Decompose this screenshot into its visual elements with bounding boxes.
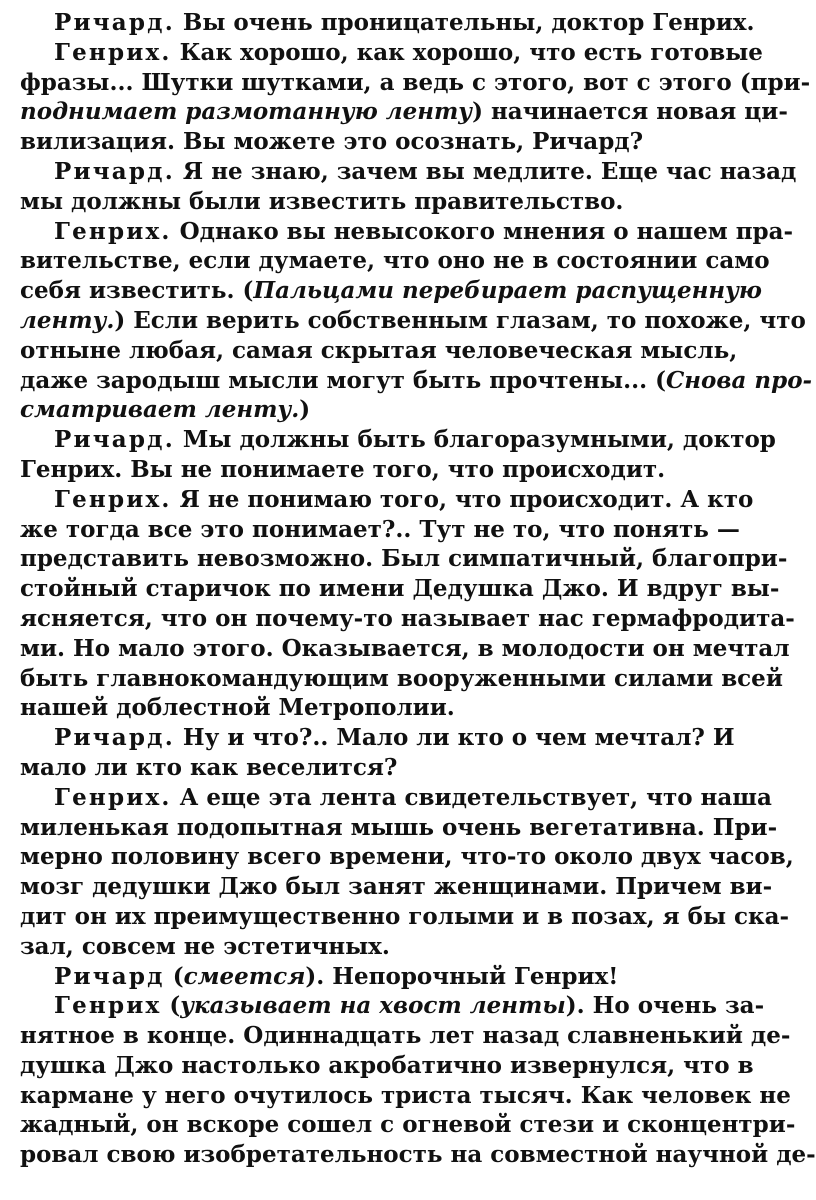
speaker-name: Ричард. xyxy=(54,426,175,454)
line-text: ). Непорочный Генрих! xyxy=(305,962,619,990)
line-text: мало ли кто как веселится? xyxy=(20,753,398,781)
line-text: ). Но очень за- xyxy=(565,992,765,1020)
stage-direction: поднимает размотанную ленту xyxy=(20,98,473,126)
text-line xyxy=(20,515,740,545)
text-line xyxy=(20,1110,796,1140)
text-line xyxy=(20,753,723,783)
line-text: фразы... Шутки шутками, а ведь с этого, вот с этого (при- xyxy=(20,68,811,96)
line-text: душка Джо настолько акробатично извернулся, что в xyxy=(20,1051,754,1079)
text-line xyxy=(20,366,813,396)
line-text: мозг дедушки Джо был занят женщинами. Причем ви- xyxy=(20,873,773,901)
text-line xyxy=(20,604,795,634)
text-line xyxy=(20,932,723,962)
line-text: ( xyxy=(164,962,184,990)
line-text: мерно половину всего времени, что-то около двух часов, xyxy=(20,843,794,871)
stage-direction: Пальцами перебирает распущенную xyxy=(253,277,762,305)
text-line xyxy=(20,187,723,217)
line-text: Однако вы невысокого мнения о нашем пра- xyxy=(171,217,794,245)
line-text: зал, совсем не эстетичных. xyxy=(20,932,390,960)
line-text: Как хорошо, как хорошо, что есть готовые xyxy=(171,38,763,66)
line-text: Мы должны быть благоразумными, доктор xyxy=(174,426,776,454)
text-line xyxy=(20,246,770,276)
text-line xyxy=(20,1021,791,1051)
stage-direction: указывает на хвост ленты xyxy=(180,992,566,1020)
text-line xyxy=(20,664,783,694)
text-line xyxy=(20,217,794,247)
text-line xyxy=(20,1051,754,1081)
line-text: ) xyxy=(299,396,311,424)
text-line xyxy=(20,8,755,38)
line-text: ) Если верить собственным глазам, то похоже, что xyxy=(114,306,806,334)
text-line xyxy=(20,962,723,992)
text-line xyxy=(20,574,780,604)
line-text: Ну и что?.. Мало ли кто о чем мечтал? И xyxy=(174,724,735,752)
speaker-name: Ричард. xyxy=(54,9,175,36)
stage-direction: смеется xyxy=(183,962,306,990)
stage-direction: Снова про- xyxy=(665,366,813,394)
text-line xyxy=(20,634,790,664)
text-line xyxy=(20,97,788,127)
line-text: ми. Но мало этого. Оказывается, в молодости он мечтал xyxy=(20,634,790,662)
text-line xyxy=(20,485,754,515)
line-text: стойный старичок по имени Дедушка Джо. И вдруг вы- xyxy=(20,575,780,603)
text-line xyxy=(20,991,765,1021)
text-line xyxy=(20,127,723,157)
text-line xyxy=(20,544,788,574)
speaker-name: Генрих. xyxy=(54,38,172,66)
text-line xyxy=(20,336,738,366)
play-text-body xyxy=(20,8,816,1170)
text-line xyxy=(20,1081,791,1111)
text-line xyxy=(20,813,778,843)
line-text: себя известить. ( xyxy=(20,277,254,305)
text-line xyxy=(20,395,723,425)
text-line xyxy=(20,455,723,485)
line-text: жадный, он вскоре сошел с огневой стези и сконцентри- xyxy=(20,1111,796,1139)
stage-direction: сматривает ленту. xyxy=(20,396,300,424)
line-text: вительстве, если думаете, что оно не в состоянии само xyxy=(20,247,770,275)
stage-direction: ленту. xyxy=(20,306,115,334)
text-line xyxy=(20,276,762,306)
text-line xyxy=(20,425,776,455)
speaker-name: Генрих. xyxy=(54,217,172,245)
line-text: А еще эта лента свидетельствует, что наша xyxy=(171,783,772,811)
line-text: Генрих. Вы не понимаете того, что происходит. xyxy=(20,455,666,483)
speaker-name: Ричард. xyxy=(54,157,175,185)
text-line xyxy=(20,723,735,753)
speaker-name: Ричард xyxy=(54,962,165,990)
speaker-name: Генрих xyxy=(54,992,162,1020)
line-text: нятное в конце. Одиннадцать лет назад славненький де- xyxy=(20,1022,791,1050)
line-text: ровал свою изобретательность на совместной научной де- xyxy=(20,1141,816,1169)
line-text: быть главнокомандующим вооруженными силами всей xyxy=(20,664,783,692)
text-line xyxy=(20,902,790,932)
text-line xyxy=(20,842,794,872)
line-text: мы должны были известить правительство. xyxy=(20,187,624,215)
speaker-name: Генрих. xyxy=(54,485,172,513)
line-text: ясняется, что он почему-то называет нас гермафродита- xyxy=(20,604,795,632)
text-line xyxy=(20,157,797,187)
text-line xyxy=(20,306,806,336)
line-text: Вы очень проницательны, доктор Генрих. xyxy=(174,9,755,36)
speaker-name: Ричард. xyxy=(54,724,175,752)
line-text: Я не знаю, зачем вы медлите. Еще час назад xyxy=(174,157,797,185)
text-line xyxy=(20,38,763,68)
text-line xyxy=(20,693,723,723)
text-line xyxy=(20,1140,816,1170)
line-text: ) начинается новая ци- xyxy=(472,98,788,126)
line-text: кармане у него очутилось триста тысяч. Как человек не xyxy=(20,1081,791,1109)
line-text: ( xyxy=(161,992,181,1020)
line-text: Я не понимаю того, что происходит. А кто xyxy=(171,485,754,513)
speaker-name: Генрих. xyxy=(54,783,172,811)
line-text: дит он их преимущественно голыми и в позах, я бы ска- xyxy=(20,902,790,930)
text-line xyxy=(20,783,772,813)
line-text: миленькая подопытная мышь очень вегетативна. При- xyxy=(20,813,778,841)
line-text: нашей доблестной Метрополии. xyxy=(20,694,455,722)
line-text: отныне любая, самая скрытая человеческая мысль, xyxy=(20,336,738,364)
line-text: же тогда все это понимает?.. Тут не то, что понять — xyxy=(20,515,740,543)
line-text: вилизация. Вы можете это осознать, Ричард? xyxy=(20,128,644,156)
line-text: даже зародыш мысли могут быть прочтены... ( xyxy=(20,366,666,394)
text-line xyxy=(20,872,773,902)
text-line xyxy=(20,68,811,98)
line-text: представить невозможно. Был симпатичный, благопри- xyxy=(20,545,788,573)
